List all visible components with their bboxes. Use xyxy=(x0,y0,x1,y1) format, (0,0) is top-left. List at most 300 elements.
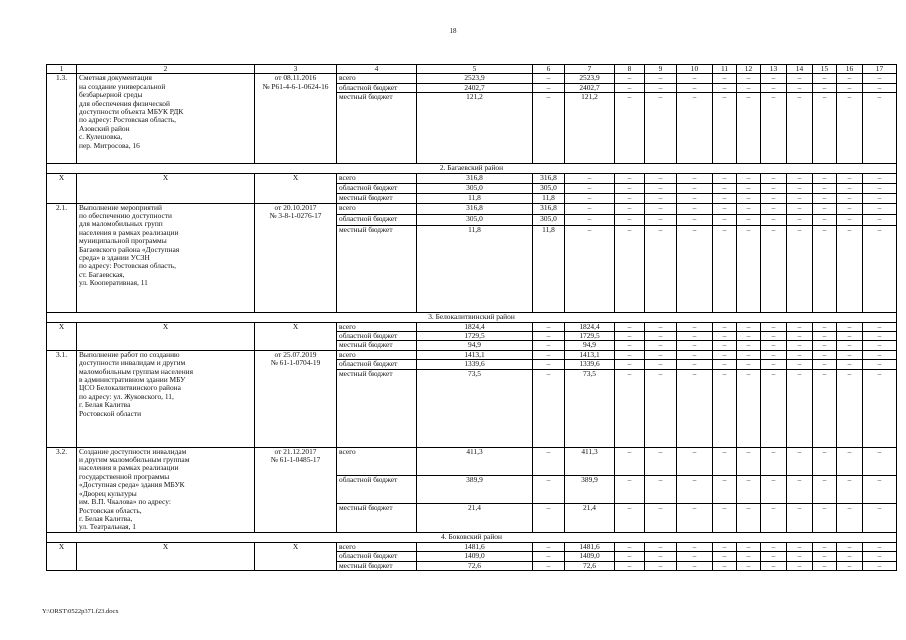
empty-dash: – xyxy=(863,542,897,551)
empty-dash: – xyxy=(615,332,645,341)
empty-dash: – xyxy=(863,341,897,350)
empty-dash: – xyxy=(713,203,737,214)
empty-dash: – xyxy=(737,504,761,532)
empty-dash: – xyxy=(813,174,837,184)
total-amount: 389,9 xyxy=(417,476,533,504)
amount-col6: 316,8 xyxy=(533,203,565,214)
total-amount: 11,8 xyxy=(417,225,533,312)
empty-dash: – xyxy=(863,369,897,447)
empty-dash: – xyxy=(863,322,897,331)
empty-dash: – xyxy=(645,561,677,570)
empty-dash: – xyxy=(677,350,713,359)
empty-dash: – xyxy=(713,174,737,184)
empty-dash: – xyxy=(863,504,897,532)
empty-dash: – xyxy=(713,542,737,551)
empty-dash: – xyxy=(787,83,813,92)
empty-dash: – xyxy=(813,360,837,369)
item-row xyxy=(47,203,897,214)
empty-dash: – xyxy=(737,214,761,225)
column-number: 5 xyxy=(417,65,533,74)
empty-dash: – xyxy=(645,83,677,92)
empty-dash: – xyxy=(615,504,645,532)
district-heading-row xyxy=(47,164,897,174)
funding-source: областной бюджет xyxy=(337,83,417,92)
empty-dash: – xyxy=(863,476,897,504)
empty-dash: – xyxy=(615,74,645,83)
empty-dash: – xyxy=(813,552,837,561)
empty-dash: – xyxy=(863,194,897,203)
column-number: 9 xyxy=(645,65,677,74)
column-number-row xyxy=(47,65,897,74)
empty-dash: – xyxy=(837,341,863,350)
empty-dash: – xyxy=(813,203,837,214)
empty-dash: – xyxy=(615,225,645,312)
x-mark: X xyxy=(47,174,77,203)
empty-dash: – xyxy=(713,214,737,225)
empty-dash: – xyxy=(645,194,677,203)
amount-col7: 1413,1 xyxy=(565,350,615,359)
funding-source: всего xyxy=(337,322,417,331)
empty-dash: – xyxy=(761,476,787,504)
amount-col7: – xyxy=(565,203,615,214)
empty-dash: – xyxy=(737,561,761,570)
empty-dash: – xyxy=(761,552,787,561)
total-amount: 2402,7 xyxy=(417,83,533,92)
empty-dash: – xyxy=(615,341,645,350)
empty-dash: – xyxy=(713,447,737,475)
amount-col7: 72,6 xyxy=(565,561,615,570)
amount-col7: 2402,7 xyxy=(565,83,615,92)
empty-dash: – xyxy=(713,341,737,350)
empty-dash: – xyxy=(837,322,863,331)
empty-dash: – xyxy=(837,194,863,203)
amount-col7: 411,3 xyxy=(565,447,615,475)
funding-source: местный бюджет xyxy=(337,504,417,532)
empty-dash: – xyxy=(787,194,813,203)
empty-dash: – xyxy=(813,214,837,225)
empty-dash: – xyxy=(863,174,897,184)
column-number: 4 xyxy=(337,65,417,74)
empty-dash: – xyxy=(713,93,737,164)
item-name: Сметная документация на создание универсальной безбарьерной среды для обеспечения физической доступности объекта МБУК РДК по адресу: Ростовская область, Азовский район с. Кулешовка, пер. Митросова, 16 xyxy=(77,74,255,164)
amount-col7: 1481,6 xyxy=(565,542,615,551)
empty-dash: – xyxy=(761,225,787,312)
empty-dash: – xyxy=(615,552,645,561)
empty-dash: – xyxy=(737,476,761,504)
amount-col7: – xyxy=(565,225,615,312)
amount-col6: 305,0 xyxy=(533,214,565,225)
empty-dash: – xyxy=(761,561,787,570)
empty-dash: – xyxy=(787,225,813,312)
amount-col7: 21,4 xyxy=(565,504,615,532)
empty-dash: – xyxy=(645,504,677,532)
x-mark: X xyxy=(47,542,77,570)
amount-col6: – xyxy=(533,350,565,359)
funding-source: всего xyxy=(337,203,417,214)
empty-dash: – xyxy=(677,332,713,341)
empty-dash: – xyxy=(761,341,787,350)
empty-dash: – xyxy=(645,225,677,312)
amount-col7: 1824,4 xyxy=(565,322,615,331)
empty-dash: – xyxy=(645,476,677,504)
subtotal-row xyxy=(47,174,897,184)
column-number: 6 xyxy=(533,65,565,74)
empty-dash: – xyxy=(761,184,787,194)
empty-dash: – xyxy=(713,225,737,312)
district-heading-row xyxy=(47,532,897,542)
empty-dash: – xyxy=(677,360,713,369)
empty-dash: – xyxy=(761,83,787,92)
item-code: 3.1. xyxy=(47,350,77,447)
empty-dash: – xyxy=(813,83,837,92)
total-amount: 316,8 xyxy=(417,203,533,214)
empty-dash: – xyxy=(615,360,645,369)
empty-dash: – xyxy=(737,74,761,83)
empty-dash: – xyxy=(787,332,813,341)
amount-col6: – xyxy=(533,322,565,331)
empty-dash: – xyxy=(677,542,713,551)
empty-dash: – xyxy=(787,350,813,359)
funding-source: областной бюджет xyxy=(337,332,417,341)
empty-dash: – xyxy=(737,369,761,447)
amount-col6: – xyxy=(533,476,565,504)
empty-dash: – xyxy=(645,369,677,447)
empty-dash: – xyxy=(863,203,897,214)
empty-dash: – xyxy=(837,93,863,164)
empty-dash: – xyxy=(787,93,813,164)
empty-dash: – xyxy=(787,341,813,350)
empty-dash: – xyxy=(645,93,677,164)
empty-dash: – xyxy=(713,184,737,194)
item-document: от 20.10.2017 № 3-8-1-0276-17 xyxy=(255,203,337,312)
empty-dash: – xyxy=(615,93,645,164)
x-mark: X xyxy=(255,542,337,570)
empty-dash: – xyxy=(837,74,863,83)
column-number: 11 xyxy=(713,65,737,74)
empty-dash: – xyxy=(837,552,863,561)
empty-dash: – xyxy=(761,174,787,184)
empty-dash: – xyxy=(813,184,837,194)
empty-dash: – xyxy=(761,350,787,359)
empty-dash: – xyxy=(677,93,713,164)
empty-dash: – xyxy=(677,504,713,532)
empty-dash: – xyxy=(713,194,737,203)
total-amount: 1824,4 xyxy=(417,322,533,331)
column-number: 3 xyxy=(255,65,337,74)
empty-dash: – xyxy=(677,174,713,184)
funding-source: областной бюджет xyxy=(337,552,417,561)
empty-dash: – xyxy=(737,174,761,184)
empty-dash: – xyxy=(863,552,897,561)
empty-dash: – xyxy=(737,350,761,359)
x-mark: X xyxy=(77,322,255,350)
empty-dash: – xyxy=(677,322,713,331)
district-heading-row xyxy=(47,312,897,322)
amount-col7: – xyxy=(565,174,615,184)
item-name: Выполнение мероприятий по обеспечению доступности для маломобильных групп населения в рамках реализации муниципальной программы Багаевского района «Доступная среда» в здании УСЗН по адресу: Ростовская область, ст. Багаевская, ул. Кооперативная, 11 xyxy=(77,203,255,312)
funding-source: всего xyxy=(337,350,417,359)
empty-dash: – xyxy=(645,542,677,551)
empty-dash: – xyxy=(813,341,837,350)
item-document: от 08.11.2016 № Р61-4-6-1-0624-16 xyxy=(255,74,337,164)
item-code: 3.2. xyxy=(47,447,77,532)
empty-dash: – xyxy=(677,447,713,475)
item-code: 1.3. xyxy=(47,74,77,164)
amount-col6: – xyxy=(533,83,565,92)
amount-col6: – xyxy=(533,332,565,341)
empty-dash: – xyxy=(713,332,737,341)
empty-dash: – xyxy=(837,360,863,369)
empty-dash: – xyxy=(813,93,837,164)
x-mark: X xyxy=(47,322,77,350)
x-mark: X xyxy=(255,322,337,350)
empty-dash: – xyxy=(761,203,787,214)
amount-col6: 11,8 xyxy=(533,225,565,312)
empty-dash: – xyxy=(713,561,737,570)
empty-dash: – xyxy=(863,184,897,194)
total-amount: 411,3 xyxy=(417,447,533,475)
amount-col7: 121,2 xyxy=(565,93,615,164)
empty-dash: – xyxy=(761,93,787,164)
empty-dash: – xyxy=(863,93,897,164)
empty-dash: – xyxy=(677,74,713,83)
empty-dash: – xyxy=(737,542,761,551)
item-code: 2.1. xyxy=(47,203,77,312)
amount-col6: – xyxy=(533,93,565,164)
amount-col7: 1409,0 xyxy=(565,552,615,561)
empty-dash: – xyxy=(761,74,787,83)
subtotal-row xyxy=(47,542,897,551)
empty-dash: – xyxy=(787,369,813,447)
column-number: 8 xyxy=(615,65,645,74)
empty-dash: – xyxy=(677,561,713,570)
empty-dash: – xyxy=(863,332,897,341)
x-mark: X xyxy=(77,174,255,203)
empty-dash: – xyxy=(615,447,645,475)
funding-source: областной бюджет xyxy=(337,476,417,504)
empty-dash: – xyxy=(837,369,863,447)
empty-dash: – xyxy=(645,203,677,214)
x-mark: X xyxy=(255,174,337,203)
empty-dash: – xyxy=(615,350,645,359)
empty-dash: – xyxy=(737,552,761,561)
item-row xyxy=(47,447,897,475)
empty-dash: – xyxy=(713,350,737,359)
empty-dash: – xyxy=(837,332,863,341)
empty-dash: – xyxy=(837,350,863,359)
empty-dash: – xyxy=(863,225,897,312)
empty-dash: – xyxy=(677,194,713,203)
total-amount: 2523,9 xyxy=(417,74,533,83)
empty-dash: – xyxy=(837,214,863,225)
empty-dash: – xyxy=(787,542,813,551)
item-document: от 25.07.2019 № 61-1-0704-19 xyxy=(255,350,337,447)
empty-dash: – xyxy=(761,542,787,551)
empty-dash: – xyxy=(787,184,813,194)
empty-dash: – xyxy=(677,341,713,350)
district-title: 3. Белокалитвинский район xyxy=(47,312,897,322)
empty-dash: – xyxy=(677,214,713,225)
empty-dash: – xyxy=(837,184,863,194)
total-amount: 1409,0 xyxy=(417,552,533,561)
amount-col7: 1729,5 xyxy=(565,332,615,341)
empty-dash: – xyxy=(645,360,677,369)
empty-dash: – xyxy=(863,74,897,83)
empty-dash: – xyxy=(813,350,837,359)
amount-col6: – xyxy=(533,552,565,561)
empty-dash: – xyxy=(863,447,897,475)
empty-dash: – xyxy=(737,360,761,369)
item-row xyxy=(47,74,897,83)
empty-dash: – xyxy=(615,174,645,184)
empty-dash: – xyxy=(813,332,837,341)
empty-dash: – xyxy=(813,322,837,331)
empty-dash: – xyxy=(761,360,787,369)
amount-col6: – xyxy=(533,447,565,475)
empty-dash: – xyxy=(713,552,737,561)
empty-dash: – xyxy=(787,203,813,214)
funding-source: местный бюджет xyxy=(337,561,417,570)
amount-col7: – xyxy=(565,214,615,225)
amount-col6: – xyxy=(533,561,565,570)
empty-dash: – xyxy=(645,447,677,475)
amount-col7: 73,5 xyxy=(565,369,615,447)
empty-dash: – xyxy=(761,214,787,225)
column-number: 1 xyxy=(47,65,77,74)
table-body xyxy=(47,65,897,571)
total-amount: 305,0 xyxy=(417,214,533,225)
empty-dash: – xyxy=(787,214,813,225)
district-title: 2. Багаевский район xyxy=(47,164,897,174)
amount-col7: – xyxy=(565,194,615,203)
empty-dash: – xyxy=(813,194,837,203)
funding-source: всего xyxy=(337,74,417,83)
empty-dash: – xyxy=(615,542,645,551)
funding-table xyxy=(46,64,897,571)
empty-dash: – xyxy=(645,350,677,359)
total-amount: 72,6 xyxy=(417,561,533,570)
empty-dash: – xyxy=(863,83,897,92)
empty-dash: – xyxy=(713,476,737,504)
column-number: 7 xyxy=(565,65,615,74)
empty-dash: – xyxy=(837,542,863,551)
empty-dash: – xyxy=(645,322,677,331)
empty-dash: – xyxy=(863,214,897,225)
empty-dash: – xyxy=(813,225,837,312)
empty-dash: – xyxy=(813,542,837,551)
empty-dash: – xyxy=(813,476,837,504)
empty-dash: – xyxy=(677,476,713,504)
empty-dash: – xyxy=(787,174,813,184)
column-number: 17 xyxy=(863,65,897,74)
empty-dash: – xyxy=(787,74,813,83)
empty-dash: – xyxy=(787,322,813,331)
empty-dash: – xyxy=(737,332,761,341)
column-number: 2 xyxy=(77,65,255,74)
empty-dash: – xyxy=(645,214,677,225)
amount-col7: – xyxy=(565,184,615,194)
empty-dash: – xyxy=(837,561,863,570)
funding-source: местный бюджет xyxy=(337,194,417,203)
empty-dash: – xyxy=(737,341,761,350)
empty-dash: – xyxy=(787,447,813,475)
empty-dash: – xyxy=(761,447,787,475)
amount-col6: 316,8 xyxy=(533,174,565,184)
funding-source: местный бюджет xyxy=(337,93,417,164)
funding-source: областной бюджет xyxy=(337,214,417,225)
funding-source: местный бюджет xyxy=(337,341,417,350)
empty-dash: – xyxy=(615,214,645,225)
empty-dash: – xyxy=(677,203,713,214)
amount-col7: 2523,9 xyxy=(565,74,615,83)
funding-source: областной бюджет xyxy=(337,184,417,194)
empty-dash: – xyxy=(787,360,813,369)
empty-dash: – xyxy=(787,561,813,570)
file-path-footer: Y:\ORST\0522p371.f23.docx xyxy=(42,608,119,615)
empty-dash: – xyxy=(713,360,737,369)
empty-dash: – xyxy=(645,174,677,184)
empty-dash: – xyxy=(713,322,737,331)
empty-dash: – xyxy=(645,341,677,350)
item-name: Создание доступности инвалидам и другим маломобильным группам населения в рамках реализации государственной программы «Доступная среда» здания МБУК «Дворец культуры им. В.П. Чкалова» по адресу: Ростовская область, г. Белая Калитва, ул. Театральная, 1 xyxy=(77,447,255,532)
empty-dash: – xyxy=(713,504,737,532)
empty-dash: – xyxy=(761,322,787,331)
empty-dash: – xyxy=(837,447,863,475)
empty-dash: – xyxy=(737,447,761,475)
empty-dash: – xyxy=(761,369,787,447)
empty-dash: – xyxy=(737,83,761,92)
empty-dash: – xyxy=(737,225,761,312)
empty-dash: – xyxy=(645,332,677,341)
total-amount: 73,5 xyxy=(417,369,533,447)
column-number: 12 xyxy=(737,65,761,74)
empty-dash: – xyxy=(761,332,787,341)
empty-dash: – xyxy=(737,184,761,194)
empty-dash: – xyxy=(837,504,863,532)
empty-dash: – xyxy=(787,552,813,561)
total-amount: 1339,6 xyxy=(417,360,533,369)
column-number: 16 xyxy=(837,65,863,74)
item-document: от 21.12.2017 № 61-1-0485-17 xyxy=(255,447,337,532)
empty-dash: – xyxy=(813,369,837,447)
empty-dash: – xyxy=(615,184,645,194)
empty-dash: – xyxy=(837,83,863,92)
total-amount: 121,2 xyxy=(417,93,533,164)
amount-col6: – xyxy=(533,360,565,369)
empty-dash: – xyxy=(713,74,737,83)
total-amount: 1729,5 xyxy=(417,332,533,341)
total-amount: 1481,6 xyxy=(417,542,533,551)
empty-dash: – xyxy=(615,322,645,331)
total-amount: 94,9 xyxy=(417,341,533,350)
empty-dash: – xyxy=(813,504,837,532)
empty-dash: – xyxy=(615,476,645,504)
empty-dash: – xyxy=(737,322,761,331)
amount-col7: 94,9 xyxy=(565,341,615,350)
empty-dash: – xyxy=(737,203,761,214)
empty-dash: – xyxy=(677,184,713,194)
total-amount: 11,8 xyxy=(417,194,533,203)
amount-col6: – xyxy=(533,504,565,532)
empty-dash: – xyxy=(615,203,645,214)
empty-dash: – xyxy=(761,194,787,203)
amount-col6: 11,8 xyxy=(533,194,565,203)
total-amount: 305,0 xyxy=(417,184,533,194)
empty-dash: – xyxy=(837,174,863,184)
empty-dash: – xyxy=(615,369,645,447)
total-amount: 21,4 xyxy=(417,504,533,532)
amount-col6: 305,0 xyxy=(533,184,565,194)
